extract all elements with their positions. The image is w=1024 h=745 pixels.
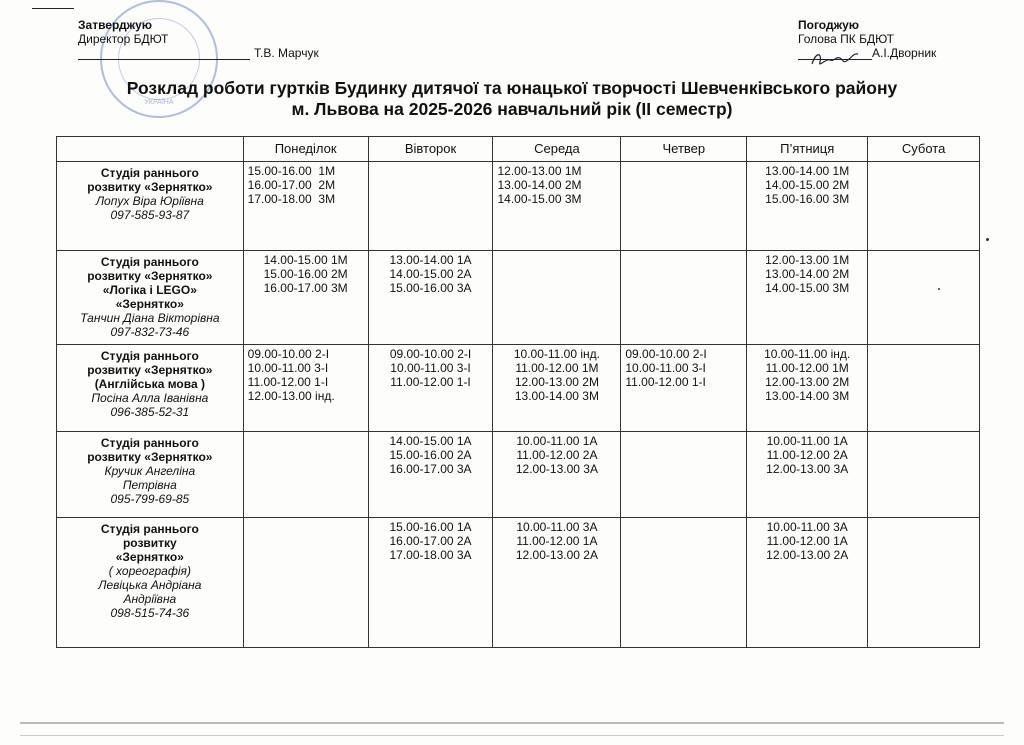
time-slot: 17.00-18.00 3А xyxy=(389,548,472,562)
time-slot: 16.00-17.00 2А xyxy=(389,534,472,548)
teacher-phone: 098-515-74-36 xyxy=(110,606,190,620)
time-slot: 11.00-12.00 1М xyxy=(765,361,849,375)
schedule-cell-wed xyxy=(493,162,621,251)
time-slot: 13.00-14.00 3М xyxy=(765,389,850,403)
time-slot: 10.00-11.00 3-І xyxy=(625,361,706,375)
approval-block xyxy=(78,18,319,60)
time-slot: 11.00-12.00 1-І xyxy=(625,375,706,389)
scan-artifact-line xyxy=(32,8,74,9)
schedule-cell-fri xyxy=(747,432,868,518)
schedule-cell-wed xyxy=(493,251,621,345)
time-slot: 12.00-13.00 3А xyxy=(766,462,849,476)
time-slot: 16.00-17.00 2М xyxy=(247,178,336,192)
schedule-cell-fri xyxy=(747,162,868,251)
group-name-line: Студія раннього xyxy=(100,522,199,536)
time-slot: 15.00-16.00 1А xyxy=(389,520,472,534)
approval-title: Затверджую xyxy=(78,18,153,32)
time-slot: 10.00-11.00 інд. xyxy=(513,347,600,361)
group-name-line: «Зернятко» xyxy=(115,297,184,311)
schedule-cell-mon xyxy=(243,162,368,251)
schedule-cell-tue xyxy=(368,345,493,432)
time-slot: 09.00-10.00 2-І xyxy=(247,347,330,361)
time-slot: 12.00-13.00 2М xyxy=(765,375,850,389)
time-slot: 14.00-15.00 1М xyxy=(263,253,348,267)
schedule-cell-mon xyxy=(243,518,368,648)
group-name-line: «Логіка і LEGO» xyxy=(102,283,197,297)
group-name-cell xyxy=(57,518,244,648)
group-name-line: розвитку «Зернятко» xyxy=(87,450,213,464)
approval-name: Т.В. Марчук xyxy=(254,46,319,60)
group-name-line: розвитку «Зернятко» xyxy=(87,180,213,194)
schedule-cell-mon xyxy=(243,432,368,518)
agreement-title: Погоджую xyxy=(798,18,860,32)
time-slot: 10.00-11.00 3А xyxy=(766,520,848,534)
agreement-position: Голова ПК БДЮТ xyxy=(798,32,894,46)
time-slot: 15.00-16.00 3М xyxy=(765,192,850,206)
group-subtitle: ( хореографія) xyxy=(108,564,191,578)
schedule-cell-wed xyxy=(493,345,621,432)
schedule-cell-fri xyxy=(747,251,868,345)
teacher-name: Танчин Діана Вікторівна xyxy=(80,311,220,325)
header-tuesday: Вівторок xyxy=(368,137,493,162)
group-name-line: розвитку «Зернятко» xyxy=(87,269,213,283)
approval-signature-line xyxy=(78,46,319,60)
scan-artifact-line xyxy=(20,722,1004,724)
header-cell-empty xyxy=(57,137,244,162)
schedule-cell-sat xyxy=(868,432,980,518)
teacher-name: Петрівна xyxy=(122,478,177,492)
time-slot: 14.00-15.00 1А xyxy=(389,434,472,448)
schedule-row xyxy=(57,251,980,345)
group-name-cell xyxy=(57,251,244,345)
time-slot: 13.00-14.00 1А xyxy=(389,253,472,267)
header-saturday: Субота xyxy=(868,137,980,162)
header-friday: П’ятниця xyxy=(747,137,868,162)
time-slot: 11.00-12.00 1А xyxy=(766,534,848,548)
teacher-phone: 097-585-93-87 xyxy=(110,208,190,222)
schedule-cell-mon xyxy=(243,345,368,432)
teacher-phone: 097-832-73-46 xyxy=(110,325,190,339)
approval-position: Директор БДЮТ xyxy=(78,32,169,46)
time-slot: 14.00-15.00 2А xyxy=(389,267,472,281)
schedule-cell-thu xyxy=(621,345,747,432)
time-slot: 14.00-15.00 2М xyxy=(765,178,850,192)
stamp-text: УКРАЇНА xyxy=(144,99,174,106)
teacher-name: Лопух Віра Юріївна xyxy=(95,194,204,208)
teacher-phone: 096-385-52-31 xyxy=(110,405,190,419)
schedule-table xyxy=(56,136,980,648)
group-name-line: (Англійська мова ) xyxy=(94,377,205,391)
group-name-line: розвитку «Зернятко» xyxy=(87,363,213,377)
teacher-name: Левіцька Андріана xyxy=(98,578,202,592)
header-thursday: Четвер xyxy=(621,137,747,162)
time-slot: 12.00-13.00 3А xyxy=(515,462,598,476)
time-slot: 12.00-13.00 1М xyxy=(497,164,582,178)
group-name-line: «Зернятко» xyxy=(115,550,184,564)
agreement-block xyxy=(798,18,936,60)
title-line-2: м. Львова на 2025-2026 навчальний рік (ІІ семестр) xyxy=(291,99,733,119)
schedule-row xyxy=(57,432,980,518)
time-slot: 11.00-12.00 2А xyxy=(516,448,598,462)
schedule-cell-sat xyxy=(868,251,980,345)
time-slot: 13.00-14.00 2М xyxy=(497,178,582,192)
scan-speck xyxy=(986,238,989,241)
time-slot: 15.00-16.00 3А xyxy=(389,281,472,295)
group-name-line: Студія раннього xyxy=(100,255,199,269)
schedule-row xyxy=(57,345,980,432)
schedule-cell-thu xyxy=(621,432,747,518)
schedule-cell-fri xyxy=(747,345,868,432)
schedule-row xyxy=(57,518,980,648)
time-slot: 15.00-16.00 2А xyxy=(389,448,472,462)
time-slot: 12.00-13.00 2А xyxy=(515,548,598,562)
group-name-cell xyxy=(57,345,244,432)
teacher-name: Посіна Алла Іванівна xyxy=(91,391,209,405)
time-slot: 16.00-17.00 3А xyxy=(389,462,472,476)
schedule-cell-wed xyxy=(493,432,621,518)
time-slot: 11.00-12.00 2А xyxy=(766,448,848,462)
schedule-cell-tue xyxy=(368,432,493,518)
time-slot: 12.00-13.00 інд. xyxy=(247,389,335,403)
agreement-name: А.І.Дворник xyxy=(872,46,937,60)
time-slot: 11.00-12.00 1М xyxy=(515,361,599,375)
time-slot: 11.00-12.00 1А xyxy=(516,534,598,548)
teacher-name: Кручик Ангеліна xyxy=(104,464,196,478)
time-slot: 17.00-18.00 3М xyxy=(247,192,336,206)
time-slot: 15.00-16.00 2М xyxy=(263,267,348,281)
time-slot: 10.00-11.00 3-І xyxy=(390,361,471,375)
time-slot: 10.00-11.00 1А xyxy=(766,434,848,448)
time-slot: 13.00-14.00 3М xyxy=(514,389,599,403)
schedule-cell-tue xyxy=(368,162,493,251)
time-slot: 11.00-12.00 1-І xyxy=(390,375,471,389)
group-name-line: Студія раннього xyxy=(100,349,199,363)
time-slot: 16.00-17.00 3М xyxy=(263,281,348,295)
time-slot: 10.00-11.00 1А xyxy=(516,434,598,448)
header-row xyxy=(57,137,980,162)
header-wednesday: Середа xyxy=(493,137,621,162)
time-slot: 15.00-16.00 1М xyxy=(247,164,336,178)
schedule-cell-thu xyxy=(621,518,747,648)
time-slot: 10.00-11.00 3А xyxy=(516,520,598,534)
group-name-line: розвитку xyxy=(122,536,177,550)
scan-speck xyxy=(938,288,940,290)
teacher-name: Андріївна xyxy=(123,592,177,606)
schedule-cell-tue xyxy=(368,518,493,648)
time-slot: 13.00-14.00 1М xyxy=(765,164,850,178)
group-name-cell xyxy=(57,162,244,251)
time-slot: 09.00-10.00 2-І xyxy=(389,347,472,361)
teacher-phone: 095-799-69-85 xyxy=(110,492,190,506)
group-name-line: Студія раннього xyxy=(100,436,199,450)
agreement-signature-line xyxy=(798,46,936,60)
time-slot: 12.00-13.00 2М xyxy=(514,375,599,389)
time-slot: 14.00-15.00 3М xyxy=(765,281,850,295)
time-slot: 13.00-14.00 2М xyxy=(765,267,850,281)
time-slot: 12.00-13.00 1М xyxy=(765,253,850,267)
schedule-cell-sat xyxy=(868,518,980,648)
time-slot: 14.00-15.00 3М xyxy=(497,192,582,206)
time-slot: 10.00-11.00 інд. xyxy=(764,347,851,361)
schedule-cell-tue xyxy=(368,251,493,345)
time-slot: 09.00-10.00 2-І xyxy=(625,347,707,361)
group-name-line: Студія раннього xyxy=(100,166,199,180)
document-title xyxy=(60,78,964,120)
schedule-cell-fri xyxy=(747,518,868,648)
group-name-cell xyxy=(57,432,244,518)
schedule-cell-thu xyxy=(621,162,747,251)
schedule-row xyxy=(57,162,980,251)
schedule-cell-wed xyxy=(493,518,621,648)
header-monday: Понеділок xyxy=(243,137,368,162)
time-slot: 10.00-11.00 3-І xyxy=(247,361,329,375)
title-line-1: Розклад роботи гуртків Будинку дитячої та юнацької творчості Шевченківського району xyxy=(126,78,898,98)
schedule-cell-mon xyxy=(243,251,368,345)
time-slot: 11.00-12.00 1-І xyxy=(247,375,329,389)
schedule-cell-thu xyxy=(621,251,747,345)
scan-artifact-line xyxy=(20,735,1004,736)
schedule-cell-sat xyxy=(868,345,980,432)
schedule-cell-sat xyxy=(868,162,980,251)
time-slot: 12.00-13.00 2А xyxy=(766,548,849,562)
